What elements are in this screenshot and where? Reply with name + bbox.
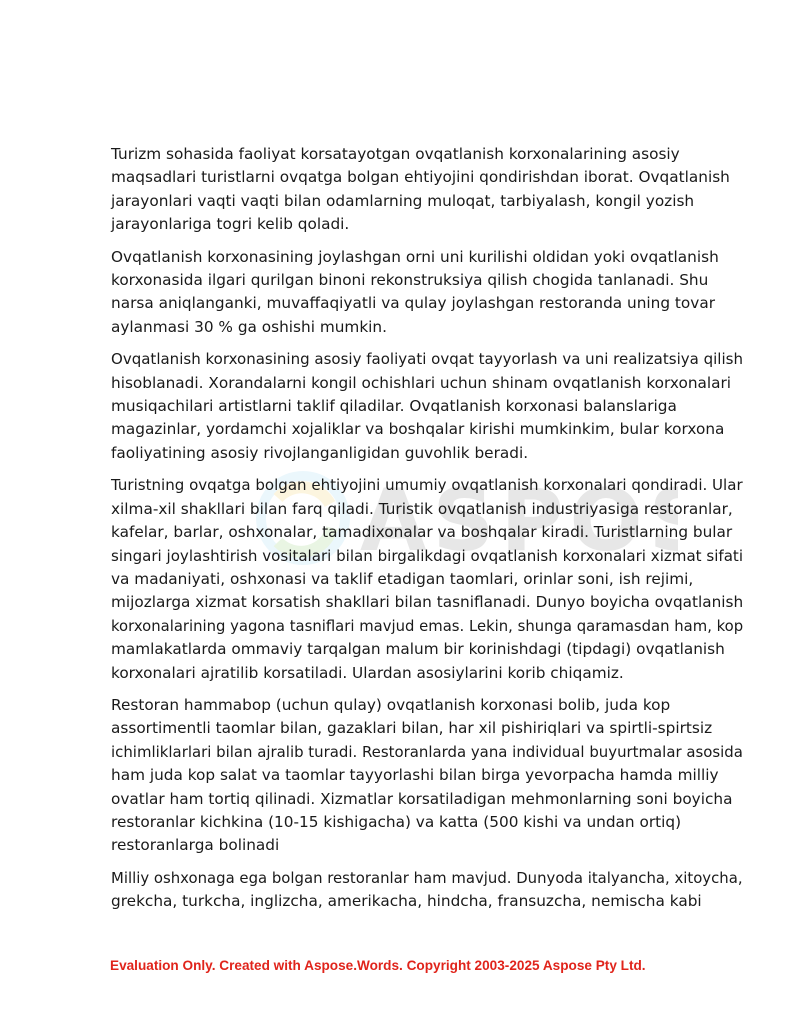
watermark-text: ASPO <box>360 471 649 571</box>
text-line: faoliyatining asosiy rivojlanganligidan guvohlik beradi. <box>111 443 529 462</box>
text-line: Restoran hammabop (uchun qulay) ovqatlanish korxonasi bolib, juda kop <box>111 695 671 714</box>
text-line: aylanmasi 30 % ga oshishi mumkin. <box>111 317 387 336</box>
text-line: korxonalari ajratilib korsatiladi. Ulardan asosiylarini korib chiqamiz. <box>111 663 624 682</box>
paragraph-4 <box>111 474 743 685</box>
text-line: assortimentli taomlar bilan, gazaklari bilan, har xil pishiriqlari va spirtli-spirtsiz <box>111 719 713 738</box>
text-line: narsa aniqlanganki, muvaffaqiyatli va qulay joylashgan restoranda uning tovar <box>111 294 716 313</box>
text-line: maqsadlari turistlarni ovqatga bolgan ehtiyojini qondirishdan iborat. Ovqatlanish <box>111 168 730 187</box>
text-line: Ovqatlanish korxonasining joylashgan orni uni kurilishi oldidan yoki ovqatlanish <box>111 247 719 266</box>
paragraph-5 <box>111 694 743 858</box>
text-line: ham juda kop salat va taomlar tayyorlashi bilan birga yevorpacha hamda milliy <box>111 766 719 785</box>
text-line: magazinlar, yordamchi xojaliklar va boshqalar kirishi mumkinkim, bular korxona <box>111 420 725 439</box>
text-line: restoranlar kichkina (10-15 kishigacha) va katta (500 kishi va undan ortiq) <box>111 812 682 831</box>
text-line: hisoblanadi. Xorandalarni kongil ochishlari uchun shinam ovqatlanish korxonalari <box>111 373 732 392</box>
paragraph-2 <box>111 246 743 340</box>
text-line: korxonalarining yagona tasniflari mavjud emas. Lekin, shunga qaramasdan ham, kop <box>111 616 744 635</box>
paragraph-1 <box>111 143 743 237</box>
text-line: korxonasida ilgari qurilgan binoni rekonstruksiya qilish chogida tanlanadi. Shu <box>111 271 709 290</box>
text-line: xilma-xil shakllari bilan farq qiladi. Turistik ovqatlanish industriyasiga restoranlar, <box>111 499 733 518</box>
text-line: restoranlarga bolinadi <box>111 836 280 855</box>
text-line: mamlakatlarda ommaviy tarqalgan malum bir korinishdagi (tipdagi) ovqatlanish <box>111 640 725 659</box>
text-line: singari joylashtirish vositalari bilan birgalikdagi ovqatlanish korxonalari xizmat sifati <box>111 546 744 565</box>
text-line: kafelar, barlar, oshxonalar, tamadixonalar va boshqalar kiradi. Turistlarning bular <box>111 523 733 542</box>
text-line: va madaniyati, oshxonasi va taklif etadigan taomlari, orinlar soni, ish rejimi, <box>111 569 694 588</box>
evaluation-watermark-note: Evaluation Only. Created with Aspose.Words. Copyright 2003-2025 Aspose Pty Ltd. <box>110 958 646 973</box>
paragraph-3 <box>111 348 743 465</box>
text-line: ichimliklarlari bilan ajralib turadi. Restoranlarda yana individual buyurtmalar asosida <box>111 742 743 761</box>
text-line: jarayonlariga togri kelib qoladi. <box>111 215 350 234</box>
text-line: Milliy oshxonaga ega bolgan restoranlar ham mavjud. Dunyoda italyancha, xitoycha, <box>111 868 743 887</box>
text-line: grekcha, turkcha, inglizcha, amerikacha, hindcha, fransuzcha, nemischa kabi <box>111 892 702 911</box>
document-body <box>111 143 743 923</box>
text-line: Turistning ovqatga bolgan ehtiyojini umumiy ovqatlanish korxonalari qondiradi. Ular <box>111 476 743 495</box>
text-line: jarayonlari vaqti vaqti bilan odamlarning muloqat, tarbiyalash, kongil yozish <box>111 191 695 210</box>
paragraph-6 <box>111 867 743 914</box>
text-line: mijozlarga xizmat korsatish shakllari bilan tasniflanadi. Dunyo boyicha ovqatlanish <box>111 593 744 612</box>
text-line: Ovqatlanish korxonasining asosiy faoliyati ovqat tayyorlash va uni realizatsiya qilish <box>111 350 743 369</box>
text-line: musiqachilari artistlarni taklif qiladilar. Ovqatlanish korxonasi balanslariga <box>111 397 677 416</box>
text-line: Turizm sohasida faoliyat korsatayotgan ovqatlanish korxonalarining asosiy <box>111 145 680 163</box>
text-line: ovatlar ham tortiq qilinadi. Xizmatlar korsatiladigan mehmonlarning soni boyicha <box>111 789 733 808</box>
